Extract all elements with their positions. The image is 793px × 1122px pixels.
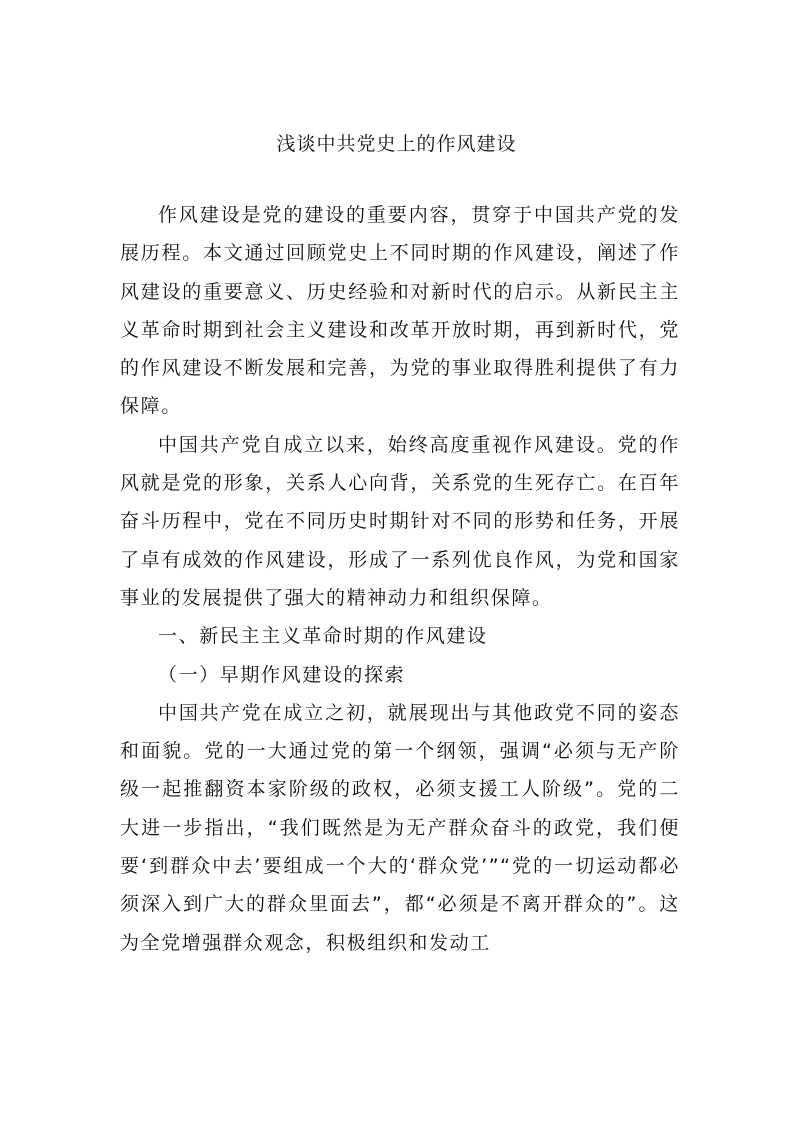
background-paragraph: 中国共产党自成立以来，始终高度重视作风建设。党的作风就是党的形象，关系人心向背，关系党的生死存亡。在百年奋斗历程中，党在不同历史时期针对不同的形势和任务，开展了卓有成效的作风建设，形成了一系列优良作风，为党和国家事业的发展提供了强大的精神动力和组织保障。 — [120, 433, 680, 609]
body-paragraph: 中国共产党在成立之初，就展现出与其他政党不同的姿态和面貌。党的一大通过党的第一个纲领，强调“必须与无产阶级一起推翻资本家阶级的政权，必须支援工人阶级”。党的二大进一步指出，“我们既然是为无产群众奋斗的政党，我们便要‘到群众中去’要组成一个大的‘群众党’”“党的一切运动都必须深入到广大的群众里面去”，都“必须是不离开群众的”。这为全党增强群众观念，积极组织和发动工 — [120, 701, 680, 954]
document-title: 浅谈中共党史上的作风建设 — [276, 133, 517, 155]
intro-paragraph: 作风建设是党的建设的重要内容，贯穿于中国共产党的发展历程。本文通过回顾党史上不同时期的作风建设，阐述了作风建设的重要意义、历史经验和对新时代的启示。从新民主主义革命时期到社会主义建设和改革开放时期，再到新时代，党的作风建设不断发展和完善，为党的事业取得胜利提供了有力保障。 — [120, 204, 680, 418]
section-heading: 一、新民主主义革命时期的作风建设 — [158, 625, 488, 648]
document-body — [120, 196, 680, 962]
subsection-heading: （一）早期作风建设的探索 — [158, 663, 406, 686]
